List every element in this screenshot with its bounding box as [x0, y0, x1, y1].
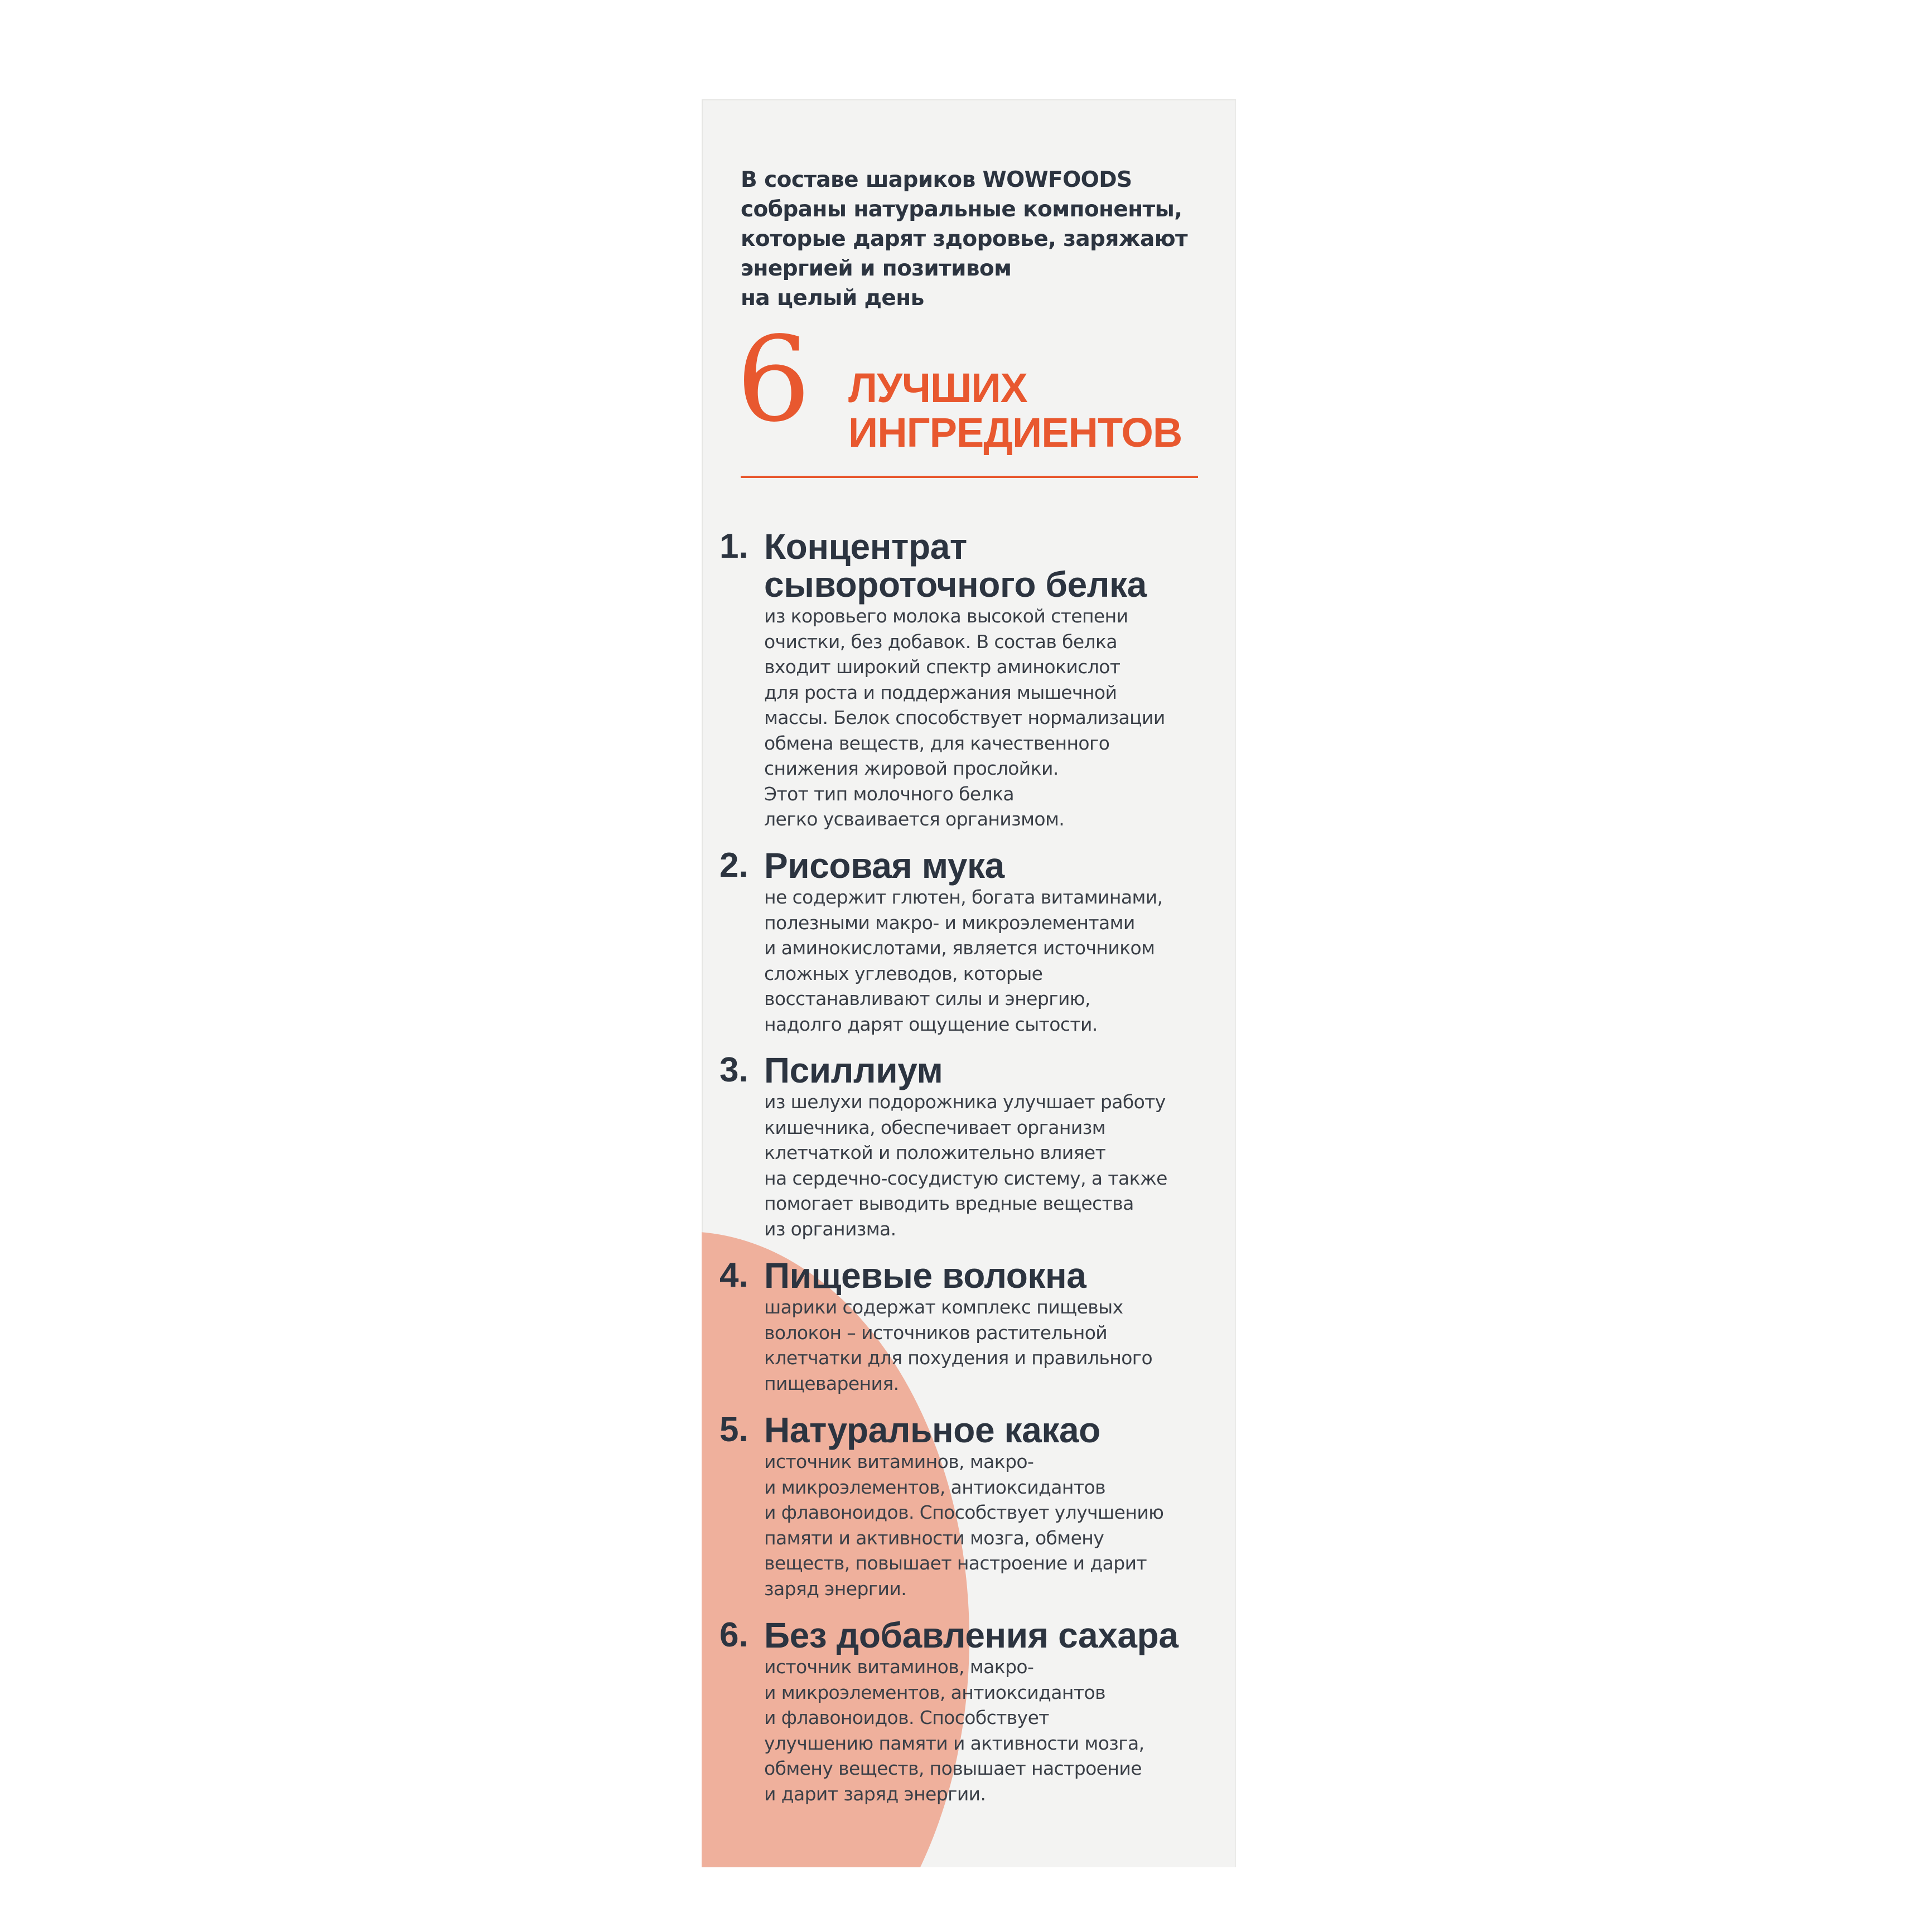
ingredient-number: 3.: [719, 1051, 748, 1089]
ingredient-number: 1.: [719, 527, 748, 566]
intro-text: В составе шариков WOWFOODS собраны натуральные компоненты, которые дарят здоровье, заряжают энергией и позитивом на целый день: [741, 167, 1188, 311]
package-side-panel: [702, 99, 1236, 1867]
ingredient-number: 5.: [719, 1411, 748, 1449]
heading-number: 6: [736, 311, 811, 448]
ingredient-number: 4.: [719, 1256, 748, 1295]
ingredient-number: 6.: [719, 1616, 748, 1654]
heading-divider: [741, 476, 1198, 478]
ingredient-title: Пищевые волокна: [764, 1255, 1086, 1296]
ingredient-description: из шелухи подорожника улучшает работу кишечника, обеспечивает организм клетчаткой и положительно влияет на сердечно-сосудистую систему, а также помогает выводить вредные вещества из организма.: [764, 1091, 1167, 1240]
ingredient-title: Без добавления сахара: [764, 1615, 1178, 1655]
heading-title: ЛУЧШИХ ИНГРЕДИЕНТОВ: [848, 365, 1182, 456]
ingredient-description: из коровьего молока высокой степени очистки, без добавок. В состав белка входит широкий спектр аминокислот для роста и поддержания мышечной массы. Белок способствует нормализации обмена веществ, для качественного снижения жировой прослойки. Этот тип молочного белка легко усваивается организмом.: [764, 605, 1165, 830]
ingredient-description: не содержит глютен, богата витаминами, полезными макро- и микроэлементами и аминокислотами, является источником сложных углеводов, которые восстанавливают силы и энергию, надолго дарят ощущение сытости.: [764, 886, 1163, 1035]
panel-content: [702, 99, 1236, 1867]
ingredient-title: Псиллиум: [764, 1050, 943, 1090]
ingredient-title: Рисовая мука: [764, 846, 1004, 886]
ingredient-description: источник витаминов, макро- и микроэлементов, антиоксидантов и флавоноидов. Способствует улучшению памяти и активности мозга, обмену веществ, повышает настроение и дарит заряд энергии.: [764, 1656, 1144, 1805]
ingredient-description: шарики содержат комплекс пищевых волокон – источников растительной клетчатки для похудения и правильного пищеварения.: [764, 1296, 1153, 1394]
ingredient-title: Концентрат сывороточного белка: [764, 527, 1147, 605]
ingredient-title: Натуральное какао: [764, 1410, 1100, 1450]
ingredient-number: 2.: [719, 846, 748, 885]
ingredient-description: источник витаминов, макро- и микроэлементов, антиоксидантов и флавоноидов. Способствует улучшению памяти и активности мозга, обмену веществ, повышает настроение и дарит заряд энергии.: [764, 1451, 1164, 1600]
